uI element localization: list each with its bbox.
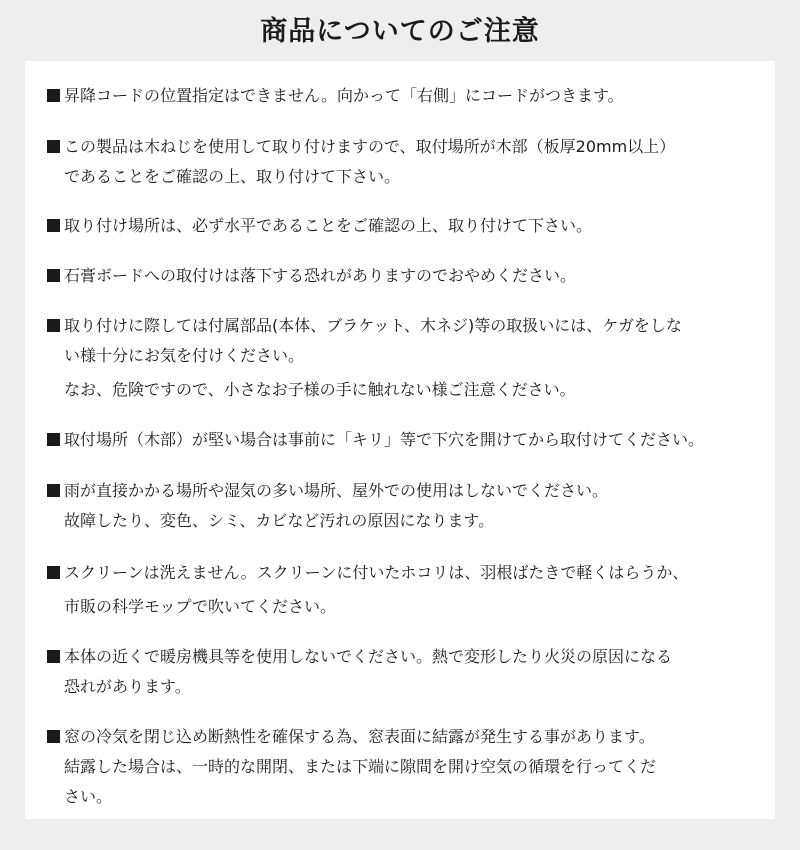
notice-line: 雨が直接かかる場所や湿気の多い場所、屋外での使用はしないでください。 (64, 481, 609, 500)
notice-line: 取付場所（木部）が堅い場合は事前に「キリ」等で下穴を開けてから取付けてください。 (64, 430, 705, 449)
notice-line: 市販の科学モップで吹いてください。 (64, 597, 337, 616)
bullet-square-icon (47, 484, 60, 497)
notice-item-wood-screws (47, 132, 767, 192)
notice-line: 昇降コードの位置指定はできません。向かって「右側」にコードがつきます。 (64, 86, 624, 105)
notice-line: さい。 (64, 787, 113, 806)
notice-item-level-mounting (47, 211, 767, 241)
notice-line: 取り付け場所は、必ず水平であることをご確認の上、取り付けて下さい。 (64, 216, 593, 235)
notice-line: スクリーンは洗えません。スクリーンに付いたホコリは、羽根ばたきで軽くはらうか、 (64, 563, 689, 582)
bullet-square-icon (47, 89, 60, 102)
notice-item-condensation (47, 722, 767, 812)
notice-item-cord-position (47, 81, 767, 111)
notice-item-plasterboard (47, 261, 767, 291)
notice-line: 取り付けに際しては付属部品(本体、ブラケット、木ネジ)等の取扱いには、ケガをしな (64, 316, 682, 335)
bullet-square-icon (47, 219, 60, 232)
bullet-square-icon (47, 433, 60, 446)
notice-item-screen-cleaning (47, 558, 767, 622)
notice-line: 窓の冷気を閉じ込め断熱性を確保する為、窓表面に結露が発生する事があります。 (64, 727, 655, 746)
notice-line: であることをご確認の上、取り付けて下さい。 (64, 167, 401, 186)
notice-item-heater (47, 642, 767, 702)
bullet-square-icon (47, 319, 60, 332)
notice-line: い様十分にお気を付けください。 (64, 346, 305, 365)
notice-line: 石膏ボードへの取付けは落下する恐れがありますのでおやめください。 (64, 266, 577, 285)
notice-line: 故障したり、変色、シミ、カビなど汚れの原因になります。 (64, 511, 495, 530)
bullet-square-icon (47, 140, 60, 153)
bullet-square-icon (47, 730, 60, 743)
notice-line: 本体の近くで暖房機具等を使用しないでください。熱で変形したり火災の原因になる (64, 647, 673, 666)
notice-item-pilot-hole (47, 425, 767, 455)
bullet-square-icon (47, 650, 60, 663)
bullet-square-icon (47, 566, 60, 579)
bullet-square-icon (47, 269, 60, 282)
notice-line: なお、危険ですので、小さなお子様の手に触れない様ご注意ください。 (64, 380, 576, 399)
notice-line: 恐れがあります。 (64, 677, 191, 696)
notice-line: この製品は木ねじを使用して取り付けますので、取付場所が木部（板厚20mm以上） (64, 137, 676, 156)
notice-item-parts-handling (47, 311, 767, 405)
notice-line: 結露した場合は、一時的な開閉、または下端に隙間を開け空気の循環を行ってくだ (64, 757, 657, 776)
page-title: 商品についてのご注意 (260, 16, 540, 47)
notice-item-moisture (47, 476, 767, 536)
notice-box (25, 61, 775, 819)
